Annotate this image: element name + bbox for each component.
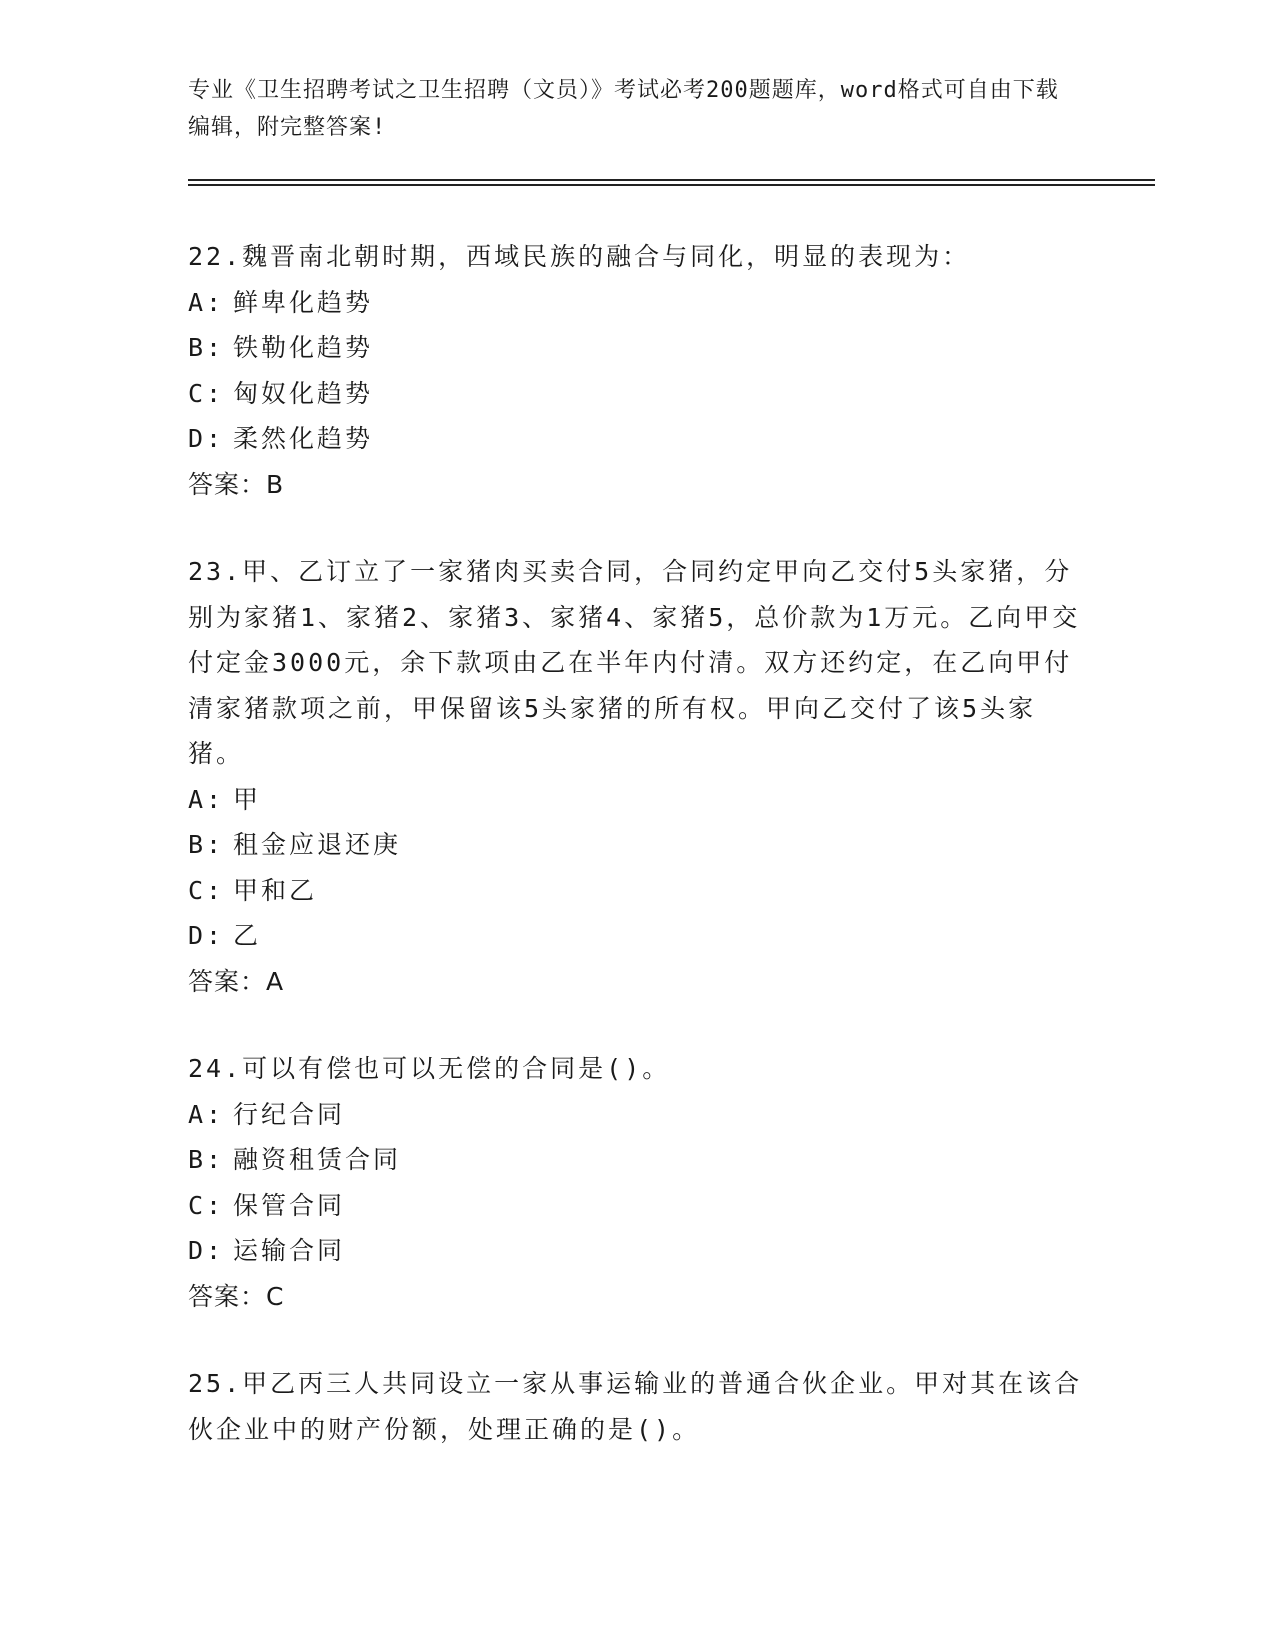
option-text: 运输合同	[233, 1236, 346, 1265]
option-d	[188, 416, 1088, 462]
option-letter: D:	[188, 921, 225, 950]
option-a	[188, 280, 1088, 326]
option-text: 租金应退还庚	[233, 830, 402, 859]
question-stem: 25.甲乙丙三人共同设立一家从事运输业的普通合伙企业。甲对其在该合伙企业中的财产份额，处理正确的是()。	[188, 1369, 1083, 1444]
header-text: 专业《卫生招聘考试之卫生招聘（文员）》考试必考200题题库，word格式可自由下载编辑，附完整答案!	[188, 78, 1059, 140]
option-letter: C:	[188, 378, 225, 408]
option-letter: A:	[188, 1099, 225, 1129]
option-d	[188, 1228, 1088, 1274]
option-letter: B:	[188, 333, 225, 362]
option-text: 甲	[233, 784, 262, 814]
option-letter: B:	[188, 830, 225, 859]
option-letter: A:	[188, 287, 225, 317]
option-c	[188, 868, 1088, 914]
option-letter: C:	[188, 1190, 225, 1220]
option-letter: B:	[188, 1145, 225, 1174]
question-22	[188, 234, 1088, 507]
option-c	[188, 371, 1088, 417]
option-text: 乙	[233, 921, 262, 950]
option-a	[188, 777, 1088, 823]
question-24	[188, 1046, 1088, 1319]
option-text: 甲和乙	[233, 875, 318, 905]
option-letter: A:	[188, 784, 225, 814]
question-stem: 24.可以有偿也可以无偿的合同是()。	[188, 1054, 671, 1083]
option-text: 行纪合同	[233, 1099, 346, 1129]
option-c	[188, 1183, 1088, 1229]
header-divider-bottom	[188, 184, 1155, 186]
question-list	[188, 234, 1088, 1494]
answer-line: 答案：A	[188, 966, 285, 996]
question-25	[188, 1361, 1088, 1452]
option-b	[188, 325, 1088, 371]
option-text: 匈奴化趋势	[233, 378, 374, 408]
option-text: 铁勒化趋势	[233, 333, 374, 362]
question-stem: 23.甲、乙订立了一家猪肉买卖合同，合同约定甲向乙交付5头家猪，分别为家猪1、家猪2、家猪3、家猪4、家猪5，总价款为1万元。乙向甲交付定金3000元，余下款项由乙在半年内付清。双方还约定，在乙向甲付清家猪款项之前，甲保留该5头家猪的所有权。甲向乙交付了该5头家猪。	[188, 557, 1081, 768]
option-d	[188, 913, 1088, 959]
option-text: 融资租赁合同	[233, 1145, 402, 1174]
header-divider-top	[188, 179, 1155, 181]
option-letter: D:	[188, 424, 225, 453]
option-a	[188, 1092, 1088, 1138]
option-b	[188, 1137, 1088, 1183]
option-text: 柔然化趋势	[233, 424, 374, 453]
option-text: 鲜卑化趋势	[233, 287, 374, 317]
answer-line: 答案：B	[188, 469, 285, 499]
option-b	[188, 822, 1088, 868]
question-stem: 22.魏晋南北朝时期，西域民族的融合与同化，明显的表现为：	[188, 242, 971, 271]
question-23	[188, 549, 1088, 1004]
answer-line: 答案：C	[188, 1281, 285, 1311]
option-text: 保管合同	[233, 1190, 346, 1220]
option-letter: C:	[188, 875, 225, 905]
document-header	[188, 72, 1068, 146]
option-letter: D:	[188, 1236, 225, 1265]
